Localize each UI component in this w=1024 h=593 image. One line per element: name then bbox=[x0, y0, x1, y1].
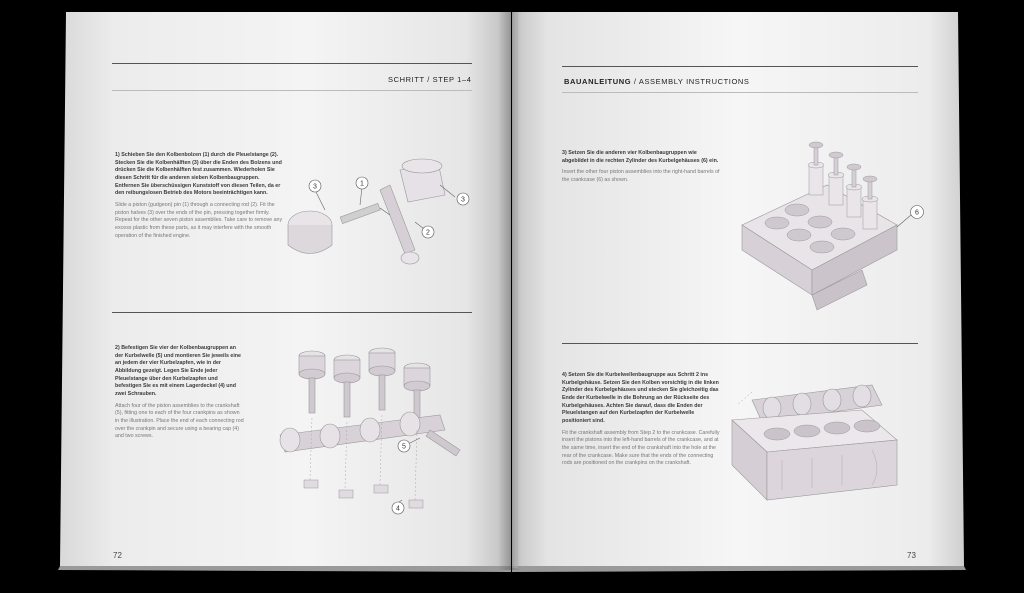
callout-3a: 3 bbox=[313, 183, 317, 191]
left-mid-rule bbox=[112, 312, 472, 313]
right-page-number: 73 bbox=[907, 551, 916, 560]
right-mid-rule bbox=[562, 343, 918, 344]
step-2-number: 2) bbox=[115, 345, 120, 351]
book-spine-shadow bbox=[498, 12, 522, 570]
step-3-en: Insert the other four piston assemblies into the right-hand barrels of the crankcase (6) as shown. bbox=[562, 169, 720, 184]
callout-3b: 3 bbox=[461, 196, 465, 204]
step-3-de: Setzen Sie die anderen vier Kolbenbaugruppen wie abgebildet in die rechten Zylinder des Kurbelgehäuses (6) ein. bbox=[562, 150, 719, 164]
step-4-illustration bbox=[722, 380, 907, 510]
step-3-text bbox=[562, 150, 720, 185]
callout-4: 4 bbox=[396, 505, 400, 513]
step-2-en: Attach four of the piston assemblies to the crankshaft (5), fitting one to each of the four crankpins as shown in the illustration. Place the end of each connecting rod over the crankpin and secure using a bearing cap (4) and two screws. bbox=[115, 402, 244, 440]
right-page-header bbox=[564, 77, 750, 86]
right-header-bold: BAUANLEITUNG bbox=[564, 77, 632, 86]
step-4-text bbox=[562, 372, 722, 468]
right-top-rule bbox=[562, 66, 918, 67]
step-1-number: 1) bbox=[115, 152, 120, 158]
step-4-en: Fit the crankshaft assembly from Step 2 to the crankcase. Carefully insert the pistons into the left-hand barrels of the crankcase, and at the same time, insert the end of the crankshaft into the hole at the rear of the crankcase. Make sure that the ends of the connecting rods are positioned on the crankpins on the crankshaft. bbox=[562, 429, 720, 467]
callout-1: 1 bbox=[360, 180, 364, 188]
step-3-number: 3) bbox=[562, 150, 567, 156]
right-header-underline bbox=[562, 92, 918, 93]
step-1-en: Slide a piston (gudgeon) pin (1) through a connecting rod (2). Fit the piston halves (3) over the ends of the pin, pressing together firmly. Repeat for the other seven piston assemblies. Take care to remove any excess plastic from these parts, as it may interfere with the smooth operation of the finished engine. bbox=[115, 202, 283, 239]
left-top-rule bbox=[112, 63, 472, 64]
step-1-illustration bbox=[280, 150, 480, 280]
left-page-number: 72 bbox=[113, 551, 122, 560]
step-2-illustration bbox=[270, 340, 470, 530]
step-1-text bbox=[115, 152, 285, 240]
right-header-rest: / ASSEMBLY INSTRUCTIONS bbox=[631, 77, 750, 86]
callout-2: 2 bbox=[426, 229, 430, 237]
step-4-number: 4) bbox=[562, 372, 567, 378]
step-1-de: Schieben Sie den Kolbenbolzen (1) durch die Pleuelstange (2). Stecken Sie die Kolbenhälften (3) über die Enden des Bolzens und drücken Sie die Kolbenhälften fest zusammen. Wiederholen Sie diesen Schritt für die anderen sieben Kolbenbaugruppen. Entfernen Sie überschüssigen Kunststoff von diesen Teilen, da er den reibungslosen Betrieb des Motors beeinträchtigen kann. bbox=[115, 152, 282, 197]
step-2-de: Befestigen Sie vier der Kolbenbaugruppen an der Kurbelwelle (5) und montieren Sie jeweils eine an jedem der vier Kurbelzapfen, wie in der Abbildung gezeigt. Legen Sie Ende jeder Pleuelstange über den Kurbelzapfen und befestigen Sie es mit einem Lagerdeckel (4) und zwei Schrauben. bbox=[115, 345, 241, 398]
left-page-header: SCHRITT / STEP 1–4 bbox=[388, 75, 472, 84]
step-2-text bbox=[115, 345, 245, 441]
left-header-underline bbox=[112, 90, 472, 91]
right-page bbox=[512, 0, 1024, 593]
callout-5: 5 bbox=[402, 443, 406, 451]
step-3-illustration bbox=[737, 155, 927, 315]
step-4-de: Setzen Sie die Kurbelwellenbaugruppe aus Schritt 2 ins Kurbelgehäuse. Setzen Sie den Kolben vorsichtig in die linken Zylinder des Kurbelgehäuses und stecken Sie gleichzeitig das Ende der Kurbelwelle in die Bohrung an der Rückseite des Kurbelgehäuses. Achten Sie darauf, dass die Enden der Pleuelstangen auf den Kurbelzapfen der Kurbelwelle positioniert sind. bbox=[562, 372, 719, 425]
callout-6: 6 bbox=[915, 209, 919, 217]
